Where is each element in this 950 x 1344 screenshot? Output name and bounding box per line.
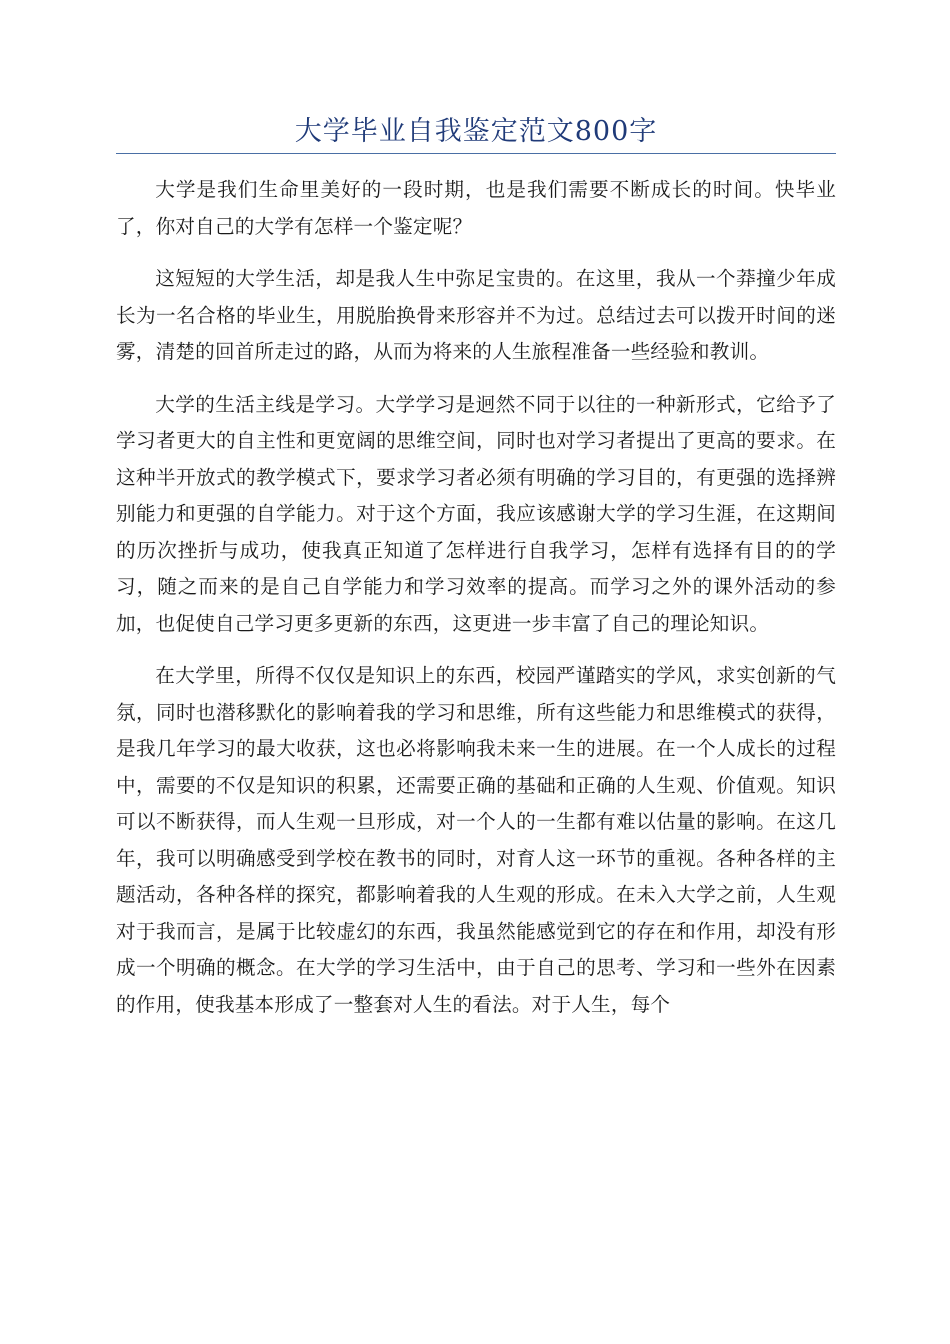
paragraph-3: 大学的生活主线是学习。大学学习是迥然不同于以往的一种新形式，它给予了学习者更大的自主性和更宽阔的思维空间，同时也对学习者提出了更高的要求。在这种半开放式的教学模式下，要求学习者必须有明确的学习目的，有更强的选择辨别能力和更强的自学能力。对于这个方面，我应该感谢大学的学习生涯，在这期间的历次挫折与成功，使我真正知道了怎样进行自我学习，怎样有选择有目的的学习，随之而来的是自己自学能力和学习效率的提高。而学习之外的课外活动的参加，也促使自己学习更多更新的东西，这更进一步丰富了自己的理论知识。	[116, 392, 836, 635]
title-underline	[116, 153, 836, 154]
paragraph-4: 在大学里，所得不仅仅是知识上的东西，校园严谨踏实的学风，求实创新的气氛，同时也潜移默化的影响着我的学习和思维，所有这些能力和思维模式的获得，是我几年学习的最大收获，这也必将影响我未来一生的进展。在一个人成长的过程中，需要的不仅是知识的积累，还需要正确的基础和正确的人生观、价值观。知识可以不断获得，而人生观一旦形成，对一个人的一生都有难以估量的影响。在这几年，我可以明确感受到学校在教书的同时，对育人这一环节的重视。各种各样的主题活动，各种各样的探究，都影响着我的人生观的形成。在未入大学之前，人生观对于我而言，是属于比较虚幻的东西，我虽然能感觉到它的存在和作用，却没有形成一个明确的概念。在大学的学习生活中，由于自己的思考、学习和一些外在因素的作用，使我基本形成了一整套对人生的看法。对于人生，每个	[116, 664, 836, 1016]
document-title: 大学毕业自我鉴定范文800字	[294, 116, 658, 147]
paragraph-1: 大学是我们生命里美好的一段时期，也是我们需要不断成长的时间。快毕业了，你对自己的大学有怎样一个鉴定呢？	[116, 178, 836, 238]
document-body	[116, 172, 836, 1039]
paragraph-2: 这短短的大学生活，却是我人生中弥足宝贵的。在这里，我从一个莽撞少年成长为一名合格的毕业生，用脱胎换骨来形容并不为过。总结过去可以拨开时间的迷雾，清楚的回首所走过的路，从而为将来的人生旅程准备一些经验和教训。	[116, 267, 836, 363]
